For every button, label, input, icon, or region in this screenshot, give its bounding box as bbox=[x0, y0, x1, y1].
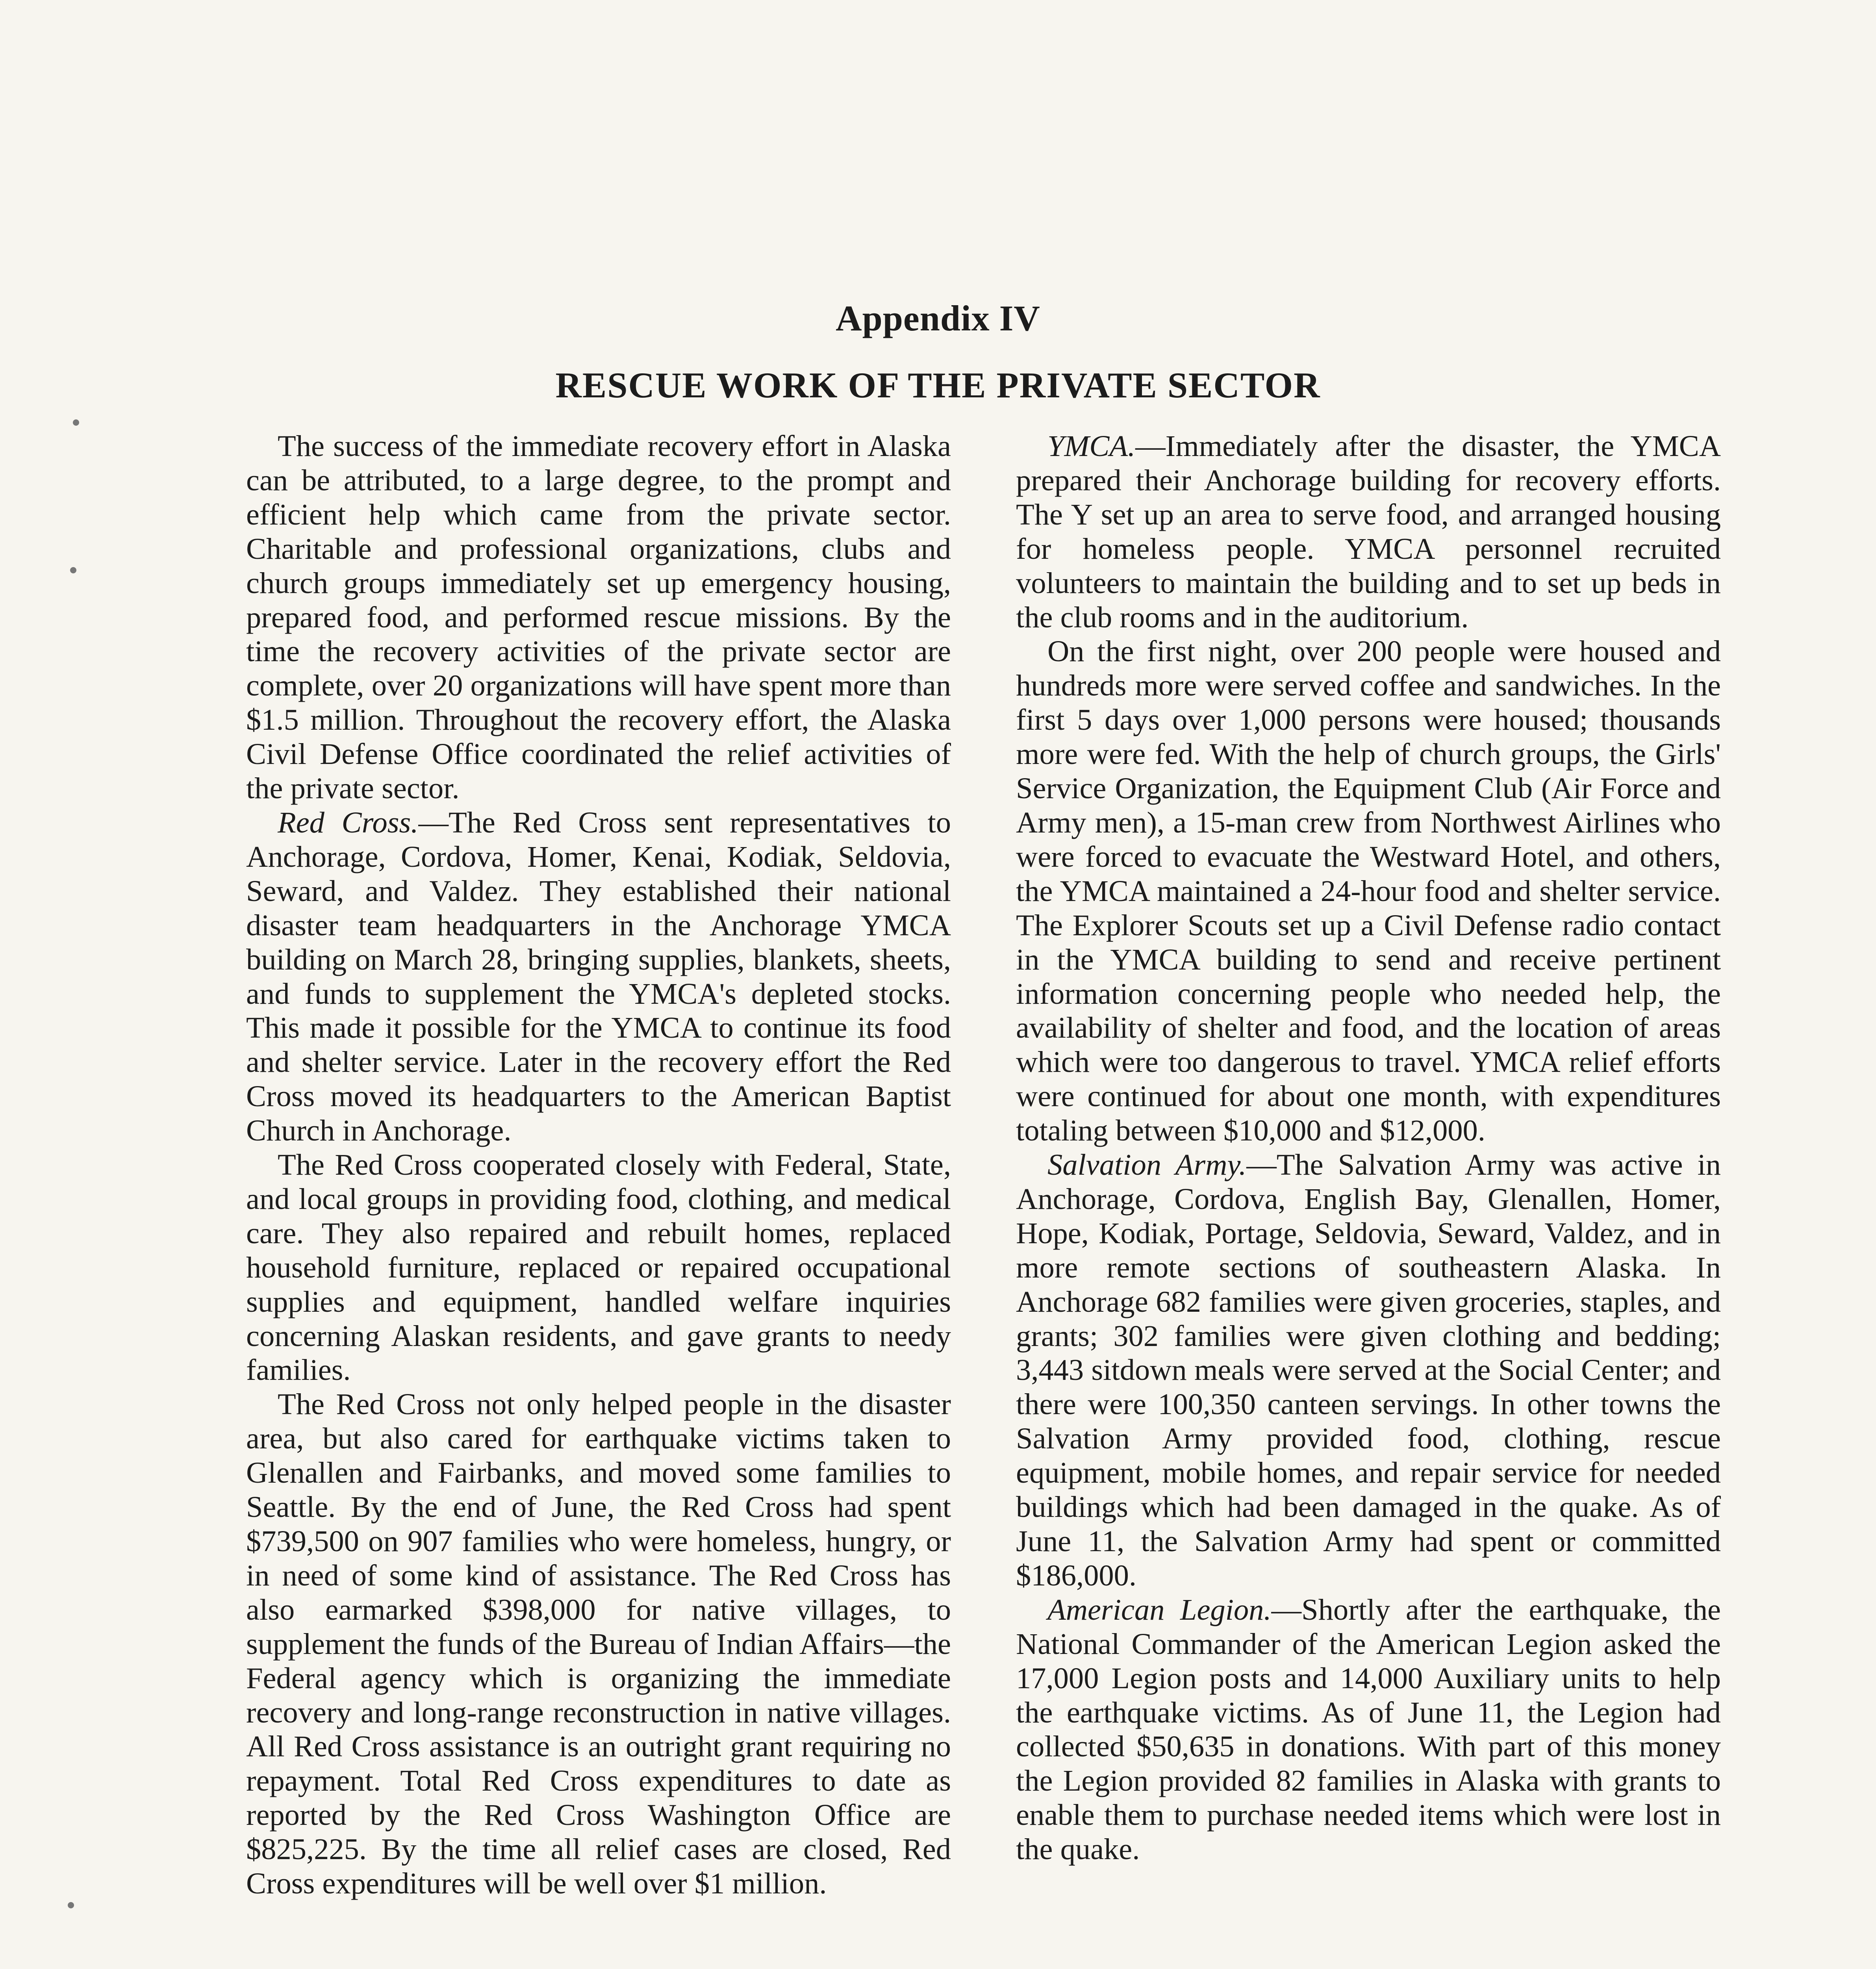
paragraph: On the first night, over 200 people were housed and hundreds more were served coffee and sandwiches. In the first 5 days over 1,000 persons were housed; thousands more were fed. With the help of church groups, the Girls' Service Organization, the Equipment Club (Air Force and Army men), a 15-man crew from Northwest Airlines who were forced to evacuate the Westward Hotel, and others, the YMCA maintained a 24-hour food and shelter service. The Explorer Scouts set up a Civil Defense radio contact in the YMCA building to send and receive pertinent information concerning people who needed help, the availability of shelter and food, and the location of areas which were too dangerous to travel. YMCA relief efforts were continued for about one month, with expenditures totaling between $10,000 and $12,000. bbox=[1016, 634, 1721, 1148]
paragraph-lead: American Legion. bbox=[1047, 1593, 1272, 1626]
right-column bbox=[1016, 429, 1721, 1867]
scan-speck bbox=[73, 419, 79, 426]
paragraph-lead: Red Cross. bbox=[278, 805, 419, 839]
paragraph: Salvation Army.—The Salvation Army was active in Anchorage, Cordova, English Bay, Glenallen, Homer, Hope, Kodiak, Portage, Seldovia, Seward, Valdez, and in more remote sections of southeastern Alaska. In Anchorage 682 families were given groceries, staples, and grants; 302 families were given clothing and bedding; 3,443 sitdown meals were served at the Social Center; and there were 100,350 canteen servings. In other towns the Salvation Army provided food, clothing, rescue equipment, mobile homes, and repair service for needed buildings which had been damaged in the quake. As of June 11, the Salvation Army had spent or committed $186,000. bbox=[1016, 1148, 1721, 1592]
paragraph: American Legion.—Shortly after the earthquake, the National Commander of the American Legion asked the 17,000 Legion posts and 14,000 Auxiliary units to help the earthquake victims. As of June 11, the Legion had collected $50,635 in donations. With part of this money the Legion provided 82 families in Alaska with grants to enable them to purchase needed items which were lost in the quake. bbox=[1016, 1593, 1721, 1866]
scan-speck bbox=[68, 1902, 74, 1908]
scan-speck bbox=[70, 567, 76, 573]
paragraph-lead: Salvation Army. bbox=[1047, 1148, 1247, 1182]
paragraph: The Red Cross cooperated closely with Federal, State, and local groups in providing food, clothing, and medical care. They also repaired and rebuilt homes, replaced household furniture, replaced or repaired occupational supplies and equipment, handled welfare inquiries concerning Alaskan residents, and gave grants to needy families. bbox=[246, 1148, 951, 1387]
paragraph: Red Cross.—The Red Cross sent representatives to Anchorage, Cordova, Homer, Kenai, Kodiak, Seldovia, Seward, and Valdez. They established their national disaster team headquarters in the Anchorage YMCA building on March 28, bringing supplies, blankets, sheets, and funds to supplement the YMCA's depleted stocks. This made it possible for the YMCA to continue its food and shelter service. Later in the recovery effort the Red Cross moved its headquarters to the American Baptist Church in Anchorage. bbox=[246, 805, 951, 1148]
appendix-heading: Appendix IV bbox=[836, 298, 1040, 338]
paragraph-lead: YMCA. bbox=[1047, 429, 1136, 463]
page-title: RESCUE WORK OF THE PRIVATE SECTOR bbox=[555, 365, 1321, 405]
left-column bbox=[246, 429, 951, 1901]
paragraph: The success of the immediate recovery effort in Alaska can be attributed, to a large degree, to the prompt and efficient help which came from the private sector. Charitable and professional organizations, clubs and church groups immediately set up emergency housing, prepared food, and performed rescue missions. By the time the recovery activities of the private sector are complete, over 20 organizations will have spent more than $1.5 million. Throughout the recovery effort, the Alaska Civil Defense Office coordinated the relief activities of the private sector. bbox=[246, 429, 951, 805]
paragraph: YMCA.—Immediately after the disaster, the YMCA prepared their Anchorage building for recovery efforts. The Y set up an area to serve food, and arranged housing for homeless people. YMCA personnel recruited volunteers to maintain the building and to set up beds in the club rooms and in the auditorium. bbox=[1016, 429, 1721, 634]
paragraph: The Red Cross not only helped people in the disaster area, but also cared for earthquake victims taken to Glenallen and Fairbanks, and moved some families to Seattle. By the end of June, the Red Cross had spent $739,500 on 907 families who were homeless, hungry, or in need of some kind of assistance. The Red Cross has also earmarked $398,000 for native villages, to supplement the funds of the Bureau of Indian Affairs—the Federal agency which is organizing the immediate recovery and long-range reconstruction in native villages. All Red Cross assistance is an outright grant requiring no repayment. Total Red Cross expenditures to date as reported by the Red Cross Washington Office are $825,225. By the time all relief cases are closed, Red Cross expenditures will be well over $1 million. bbox=[246, 1387, 951, 1900]
